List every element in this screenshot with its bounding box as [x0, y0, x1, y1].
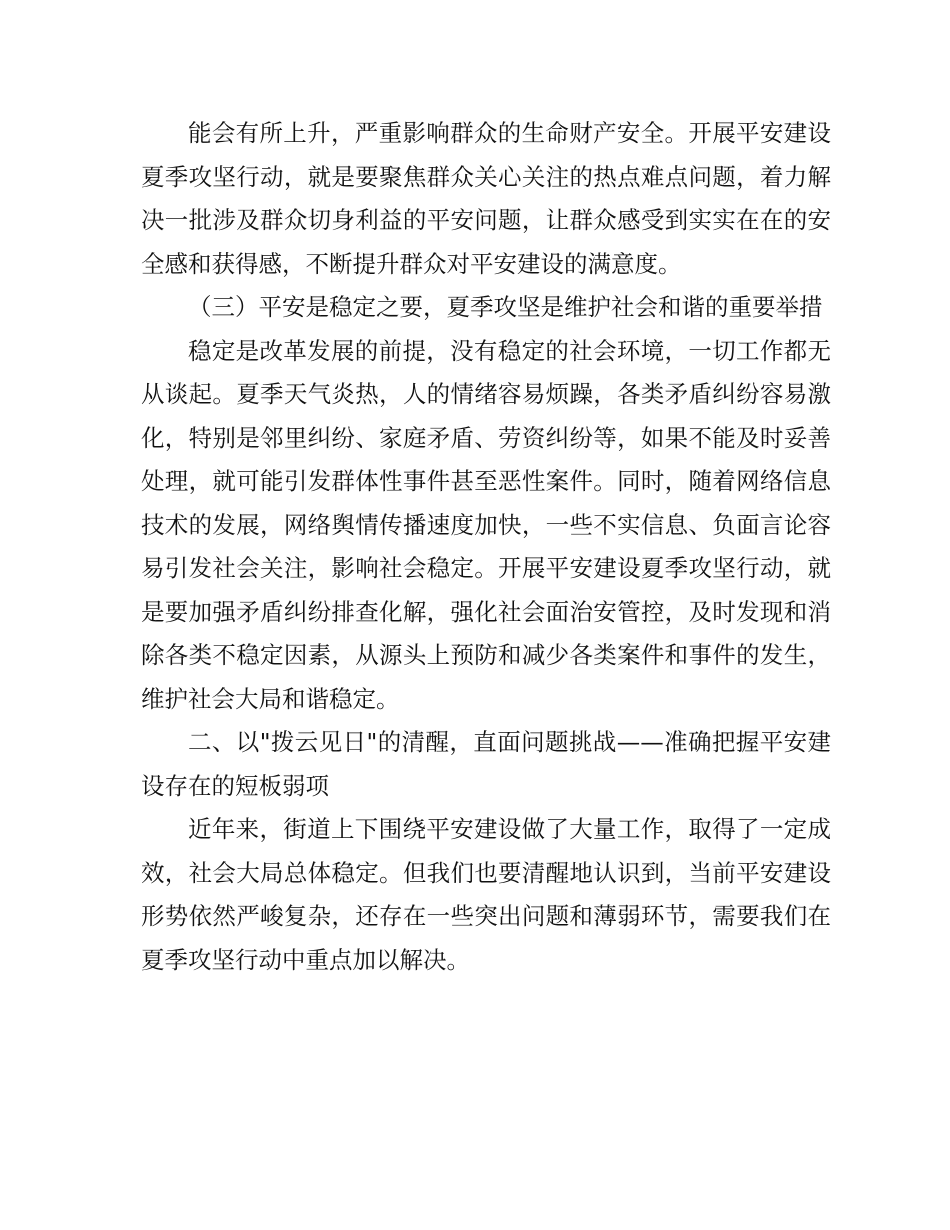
body-paragraph: 稳定是改革发展的前提，没有稳定的社会环境，一切工作都无从谈起。夏季天气炎热，人的情绪容易烦躁，各类矛盾纠纷容易激化，特别是邻里纠纷、家庭矛盾、劳资纠纷等，如果不能及时妥善处理，就可能引发群体性事件甚至恶性案件。同时，随着网络信息技术的发展，网络舆情传播速度加快，一些不实信息、负面言论容易引发社会关注，影响社会稳定。开展平安建设夏季攻坚行动，就是要加强矛盾纠纷排查化解，强化社会面治安管控，及时发现和消除各类不稳定因素，从源头上预防和减少各类案件和事件的发生，维护社会大局和谐稳定。: [141, 336, 831, 713]
chapter-heading: 二、以"拨云见日"的清醒，直面问题挑战——准确把握平安建设存在的短板弱项: [141, 728, 831, 800]
document-page: [141, 112, 831, 982]
section-heading: （三）平安是稳定之要，夏季攻坚是维护社会和谐的重要举措: [188, 293, 823, 321]
body-paragraph: 近年来，街道上下围绕平安建设做了大量工作，取得了一定成效，社会大局总体稳定。但我们也要清醒地认识到，当前平安建设形势依然严峻复杂，还存在一些突出问题和薄弱环节，需要我们在夏季攻坚行动中重点加以解决。: [141, 815, 831, 974]
body-paragraph: 能会有所上升，严重影响群众的生命财产安全。开展平安建设夏季攻坚行动，就是要聚焦群众关心关注的热点难点问题，着力解决一批涉及群众切身利益的平安问题，让群众感受到实实在在的安全感和获得感，不断提升群众对平安建设的满意度。: [141, 119, 831, 278]
